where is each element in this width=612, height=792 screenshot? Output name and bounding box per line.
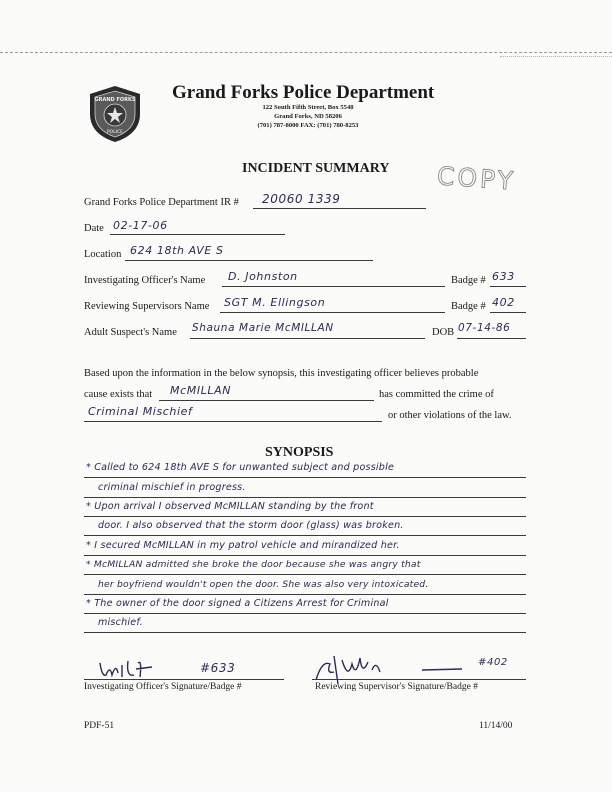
probable-cause-text-1: Based upon the information in the below synopsis, this investigating officer believes probable xyxy=(84,368,479,379)
synopsis-line: mischief. xyxy=(98,617,143,628)
officer-badge-value: 633 xyxy=(492,270,515,283)
synopsis-rule xyxy=(84,632,526,633)
synopsis-line: door. I also observed that the storm door (glass) was broken. xyxy=(98,520,404,531)
probable-cause-text-3: or other violations of the law. xyxy=(388,410,512,421)
synopsis-rule xyxy=(84,594,526,595)
seal-text-top: GRAND FORKS xyxy=(94,97,136,103)
supervisor-name-underline xyxy=(220,312,445,313)
supervisor-signature-badge: #402 xyxy=(478,657,508,668)
dob-label: DOB xyxy=(432,327,455,338)
suspect-name-label: Adult Suspect's Name xyxy=(84,327,177,338)
officer-signature-line xyxy=(84,679,284,680)
synopsis-rule xyxy=(84,497,526,498)
supervisor-badge-value: 402 xyxy=(492,296,515,309)
synopsis-line: criminal mischief in progress. xyxy=(98,482,246,493)
supervisor-signature-line xyxy=(312,679,526,680)
officer-badge-label: Badge # xyxy=(451,275,486,286)
revision-date: 11/14/00 xyxy=(479,721,513,731)
synopsis-line: * Upon arrival I observed McMILLAN standing by the front xyxy=(86,501,374,512)
officer-name-value: D. Johnston xyxy=(228,270,298,283)
probable-cause-text-2a: cause exists that xyxy=(84,389,153,400)
dob-value: 07-14-86 xyxy=(458,322,511,334)
address-line-2: Grand Forks, ND 58206 xyxy=(274,113,342,120)
crime-underline xyxy=(84,421,382,422)
synopsis-rule xyxy=(84,574,526,575)
ir-number-label: Grand Forks Police Department IR # xyxy=(84,197,239,208)
synopsis-rule xyxy=(84,477,526,478)
scan-edge-line-secondary xyxy=(500,56,612,57)
officer-badge-underline xyxy=(490,286,526,287)
supervisor-badge-underline xyxy=(490,312,526,313)
form-title: INCIDENT SUMMARY xyxy=(242,161,390,176)
ir-number-value: 20060 1339 xyxy=(262,192,341,206)
seal-text-mid: POLICE xyxy=(106,130,124,135)
dob-underline xyxy=(457,338,526,339)
date-underline xyxy=(110,234,285,235)
police-seal-icon xyxy=(86,84,144,144)
supervisor-name-value: SGT M. Ellingson xyxy=(224,296,326,309)
synopsis-title: SYNOPSIS xyxy=(265,445,334,460)
synopsis-line: * McMILLAN admitted she broke the door because she was angry that xyxy=(86,559,421,570)
location-label: Location xyxy=(84,249,122,260)
department-name: Grand Forks Police Department xyxy=(172,82,435,103)
synopsis-line: * The owner of the door signed a Citizens Arrest for Criminal xyxy=(86,598,389,609)
location-value: 624 18th AVE S xyxy=(130,244,224,257)
supervisor-signature-label: Reviewing Supervisor's Signature/Badge # xyxy=(315,682,478,692)
probable-cause-text-2b: has committed the crime of xyxy=(379,389,494,400)
crime-value: Criminal Mischief xyxy=(88,405,193,418)
form-code: PDF-51 xyxy=(84,721,115,731)
cause-suspect-value: McMILLAN xyxy=(170,384,232,397)
officer-name-label: Investigating Officer's Name xyxy=(84,275,206,286)
synopsis-rule xyxy=(84,535,526,536)
officer-signature-badge: #633 xyxy=(200,661,236,675)
date-label: Date xyxy=(84,223,104,234)
synopsis-rule xyxy=(84,613,526,614)
ir-number-underline xyxy=(253,208,426,209)
copy-stamp: COPY xyxy=(436,161,517,196)
officer-name-underline xyxy=(222,286,445,287)
synopsis-line: * I secured McMILLAN in my patrol vehicle and mirandized her. xyxy=(86,540,400,551)
supervisor-name-label: Reviewing Supervisors Name xyxy=(84,301,210,312)
supervisor-badge-label: Badge # xyxy=(451,301,486,312)
date-value: 02-17-06 xyxy=(113,219,168,232)
phone-fax: (701) 787-8000 FAX: (701) 780-8253 xyxy=(257,122,359,129)
synopsis-rule xyxy=(84,516,526,517)
location-underline xyxy=(125,260,373,261)
suspect-name-underline xyxy=(190,338,425,339)
address-line-1: 122 South Fifth Street, Box 5548 xyxy=(262,104,354,111)
synopsis-line: * Called to 624 18th AVE S for unwanted subject and possible xyxy=(86,462,395,473)
cause-suspect-underline xyxy=(159,400,374,401)
officer-signature-label: Investigating Officer's Signature/Badge # xyxy=(84,682,242,692)
synopsis-rule xyxy=(84,555,526,556)
scan-edge-line xyxy=(0,52,612,53)
suspect-name-value: Shauna Marie McMILLAN xyxy=(192,322,334,334)
synopsis-line: her boyfriend wouldn't open the door. She was also very intoxicated. xyxy=(98,579,429,590)
